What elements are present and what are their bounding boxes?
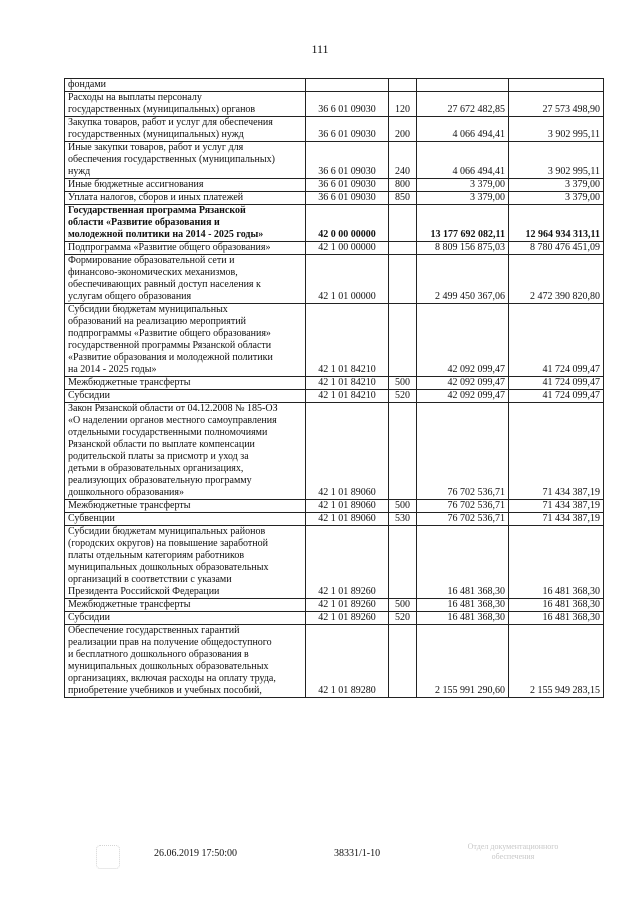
row-expense-type-cell: [389, 242, 417, 255]
budget-table: [64, 78, 604, 698]
row-expense-type-cell: 850: [389, 192, 417, 205]
row-expense-type-cell: 520: [389, 390, 417, 403]
row-expense-type-cell: 800: [389, 179, 417, 192]
row-amount-2020-cell: 3 379,00: [417, 179, 509, 192]
row-amount-2020-cell: 76 702 536,71: [417, 500, 509, 513]
table-row: [65, 513, 604, 526]
faded-stamp: Отдел документационного обеспечения: [467, 842, 559, 861]
row-amount-2020-cell: 16 481 368,30: [417, 526, 509, 599]
row-name-cell: Субсидии: [65, 612, 306, 625]
table-row: [65, 92, 604, 117]
row-name-cell: Субсидии бюджетам муниципальных районов (городских округов) на повышение заработной платы отдельным категориям работников муниципальных дошкольных образовательных организаций в соответствии с указами Президента Российской Федерации: [65, 526, 306, 599]
row-amount-2021-cell: 27 573 498,90: [509, 92, 604, 117]
row-code-cell: 42 1 00 00000: [306, 242, 389, 255]
row-amount-2020-cell: 27 672 482,85: [417, 92, 509, 117]
table-row: [65, 242, 604, 255]
row-expense-type-cell: 240: [389, 142, 417, 179]
table-row: [65, 142, 604, 179]
row-amount-2021-cell: 41 724 099,47: [509, 377, 604, 390]
row-amount-2020-cell: 16 481 368,30: [417, 612, 509, 625]
row-name-cell: Иные бюджетные ассигнования: [65, 179, 306, 192]
row-expense-type-cell: [389, 625, 417, 698]
row-code-cell: 36 6 01 09030: [306, 179, 389, 192]
row-amount-2020-cell: 4 066 494,41: [417, 117, 509, 142]
row-amount-2021-cell: 71 434 387,19: [509, 513, 604, 526]
row-code-cell: 42 1 01 00000: [306, 255, 389, 304]
table-row: [65, 526, 604, 599]
row-expense-type-cell: 200: [389, 117, 417, 142]
row-name-cell: Формирование образовательной сети и финансово-экономических механизмов, обеспечивающих равный доступ населения к услугам общего образования: [65, 255, 306, 304]
row-amount-2020-cell: 76 702 536,71: [417, 403, 509, 500]
row-amount-2021-cell: 8 780 476 451,09: [509, 242, 604, 255]
row-code-cell: 42 1 01 84210: [306, 304, 389, 377]
row-code-cell: 36 6 01 09030: [306, 192, 389, 205]
row-expense-type-cell: [389, 205, 417, 242]
row-amount-2020-cell: 3 379,00: [417, 192, 509, 205]
table-row: [65, 377, 604, 390]
table-row: [65, 403, 604, 500]
row-amount-2021-cell: 3 379,00: [509, 192, 604, 205]
table-row: [65, 79, 604, 92]
row-name-cell: Субсидии: [65, 390, 306, 403]
row-expense-type-cell: 500: [389, 377, 417, 390]
row-amount-2021-cell: 41 724 099,47: [509, 304, 604, 377]
row-amount-2020-cell: 2 499 450 367,06: [417, 255, 509, 304]
row-name-cell: Межбюджетные трансферты: [65, 377, 306, 390]
row-code-cell: 42 1 01 89260: [306, 526, 389, 599]
row-name-cell: Обеспечение государственных гарантий реализации прав на получение общедоступного и бесплатного дошкольного образования в муниципальных дошкольных образовательных организациях, включая расходы на оплату труда, приобретение учебников и учебных пособий,: [65, 625, 306, 698]
row-expense-type-cell: 530: [389, 513, 417, 526]
row-expense-type-cell: 500: [389, 599, 417, 612]
table-row: [65, 612, 604, 625]
table-row: [65, 390, 604, 403]
row-code-cell: 42 1 01 89260: [306, 612, 389, 625]
row-amount-2021-cell: 12 964 934 313,11: [509, 205, 604, 242]
row-code-cell: 42 1 01 89060: [306, 403, 389, 500]
budget-table-body: [65, 79, 604, 698]
table-row: [65, 500, 604, 513]
row-code-cell: 36 6 01 09030: [306, 92, 389, 117]
table-row: [65, 205, 604, 242]
row-amount-2021-cell: 16 481 368,30: [509, 599, 604, 612]
row-name-cell: Закупка товаров, работ и услуг для обеспечения государственных (муниципальных) нужд: [65, 117, 306, 142]
row-expense-type-cell: [389, 79, 417, 92]
table-row: [65, 304, 604, 377]
row-amount-2020-cell: 76 702 536,71: [417, 513, 509, 526]
row-code-cell: 42 1 01 89060: [306, 513, 389, 526]
row-name-cell: Иные закупки товаров, работ и услуг для обеспечения государственных (муниципальных) нужд: [65, 142, 306, 179]
row-amount-2020-cell: 2 155 991 290,60: [417, 625, 509, 698]
footer-document-id: 38331/1-10: [334, 848, 381, 859]
row-amount-2021-cell: 2 472 390 820,80: [509, 255, 604, 304]
row-amount-2021-cell: 16 481 368,30: [509, 612, 604, 625]
row-code-cell: 36 6 01 09030: [306, 117, 389, 142]
row-amount-2021-cell: 3 902 995,11: [509, 142, 604, 179]
table-row: [65, 599, 604, 612]
row-amount-2021-cell: 3 379,00: [509, 179, 604, 192]
row-amount-2021-cell: 41 724 099,47: [509, 390, 604, 403]
row-amount-2020-cell: 42 092 099,47: [417, 304, 509, 377]
table-row: [65, 192, 604, 205]
row-amount-2020-cell: 42 092 099,47: [417, 377, 509, 390]
row-amount-2021-cell: 71 434 387,19: [509, 403, 604, 500]
row-name-cell: Государственная программа Рязанской области «Развитие образования и молодежной политики на 2014 - 2025 годы»: [65, 205, 306, 242]
scan-mark-icon: [96, 845, 120, 869]
row-amount-2020-cell: 4 066 494,41: [417, 142, 509, 179]
row-name-cell: фондами: [65, 79, 306, 92]
row-code-cell: 42 1 01 84210: [306, 390, 389, 403]
row-expense-type-cell: [389, 304, 417, 377]
row-code-cell: 42 0 00 00000: [306, 205, 389, 242]
row-amount-2021-cell: [509, 79, 604, 92]
row-expense-type-cell: 500: [389, 500, 417, 513]
row-expense-type-cell: [389, 403, 417, 500]
row-name-cell: Межбюджетные трансферты: [65, 599, 306, 612]
row-amount-2020-cell: [417, 79, 509, 92]
row-amount-2020-cell: 13 177 692 082,11: [417, 205, 509, 242]
table-row: [65, 117, 604, 142]
row-amount-2021-cell: 16 481 368,30: [509, 526, 604, 599]
row-name-cell: Субсидии бюджетам муниципальных образований на реализацию мероприятий подпрограммы «Развитие общего образования» государственной программы Рязанской области «Развитие образования и молодежной политики на 2014 - 2025 годы»: [65, 304, 306, 377]
row-amount-2021-cell: 3 902 995,11: [509, 117, 604, 142]
row-amount-2021-cell: 2 155 949 283,15: [509, 625, 604, 698]
row-amount-2021-cell: 71 434 387,19: [509, 500, 604, 513]
row-amount-2020-cell: 42 092 099,47: [417, 390, 509, 403]
row-name-cell: Подпрограмма «Развитие общего образования»: [65, 242, 306, 255]
row-expense-type-cell: 520: [389, 612, 417, 625]
row-code-cell: 42 1 01 89060: [306, 500, 389, 513]
table-row: [65, 625, 604, 698]
row-expense-type-cell: 120: [389, 92, 417, 117]
row-code-cell: 36 6 01 09030: [306, 142, 389, 179]
row-code-cell: 42 1 01 89280: [306, 625, 389, 698]
row-code-cell: 42 1 01 89260: [306, 599, 389, 612]
row-amount-2020-cell: 8 809 156 875,03: [417, 242, 509, 255]
table-row: [65, 179, 604, 192]
row-name-cell: Закон Рязанской области от 04.12.2008 № 185-ОЗ «О наделении органов местного самоуправления отдельными государственными полномочиями Рязанской области по выплате компенсации родительской платы за присмотр и уход за детьми в образовательных организациях, реализующих образовательную программу дошкольного образования»: [65, 403, 306, 500]
row-name-cell: Уплата налогов, сборов и иных платежей: [65, 192, 306, 205]
row-amount-2020-cell: 16 481 368,30: [417, 599, 509, 612]
row-expense-type-cell: [389, 526, 417, 599]
row-code-cell: 42 1 01 84210: [306, 377, 389, 390]
table-row: [65, 255, 604, 304]
row-name-cell: Расходы на выплаты персоналу государственных (муниципальных) органов: [65, 92, 306, 117]
row-expense-type-cell: [389, 255, 417, 304]
row-name-cell: Субвенции: [65, 513, 306, 526]
row-name-cell: Межбюджетные трансферты: [65, 500, 306, 513]
row-code-cell: [306, 79, 389, 92]
footer-timestamp: 26.06.2019 17:50:00: [154, 848, 238, 859]
page-number: 111: [311, 42, 329, 56]
